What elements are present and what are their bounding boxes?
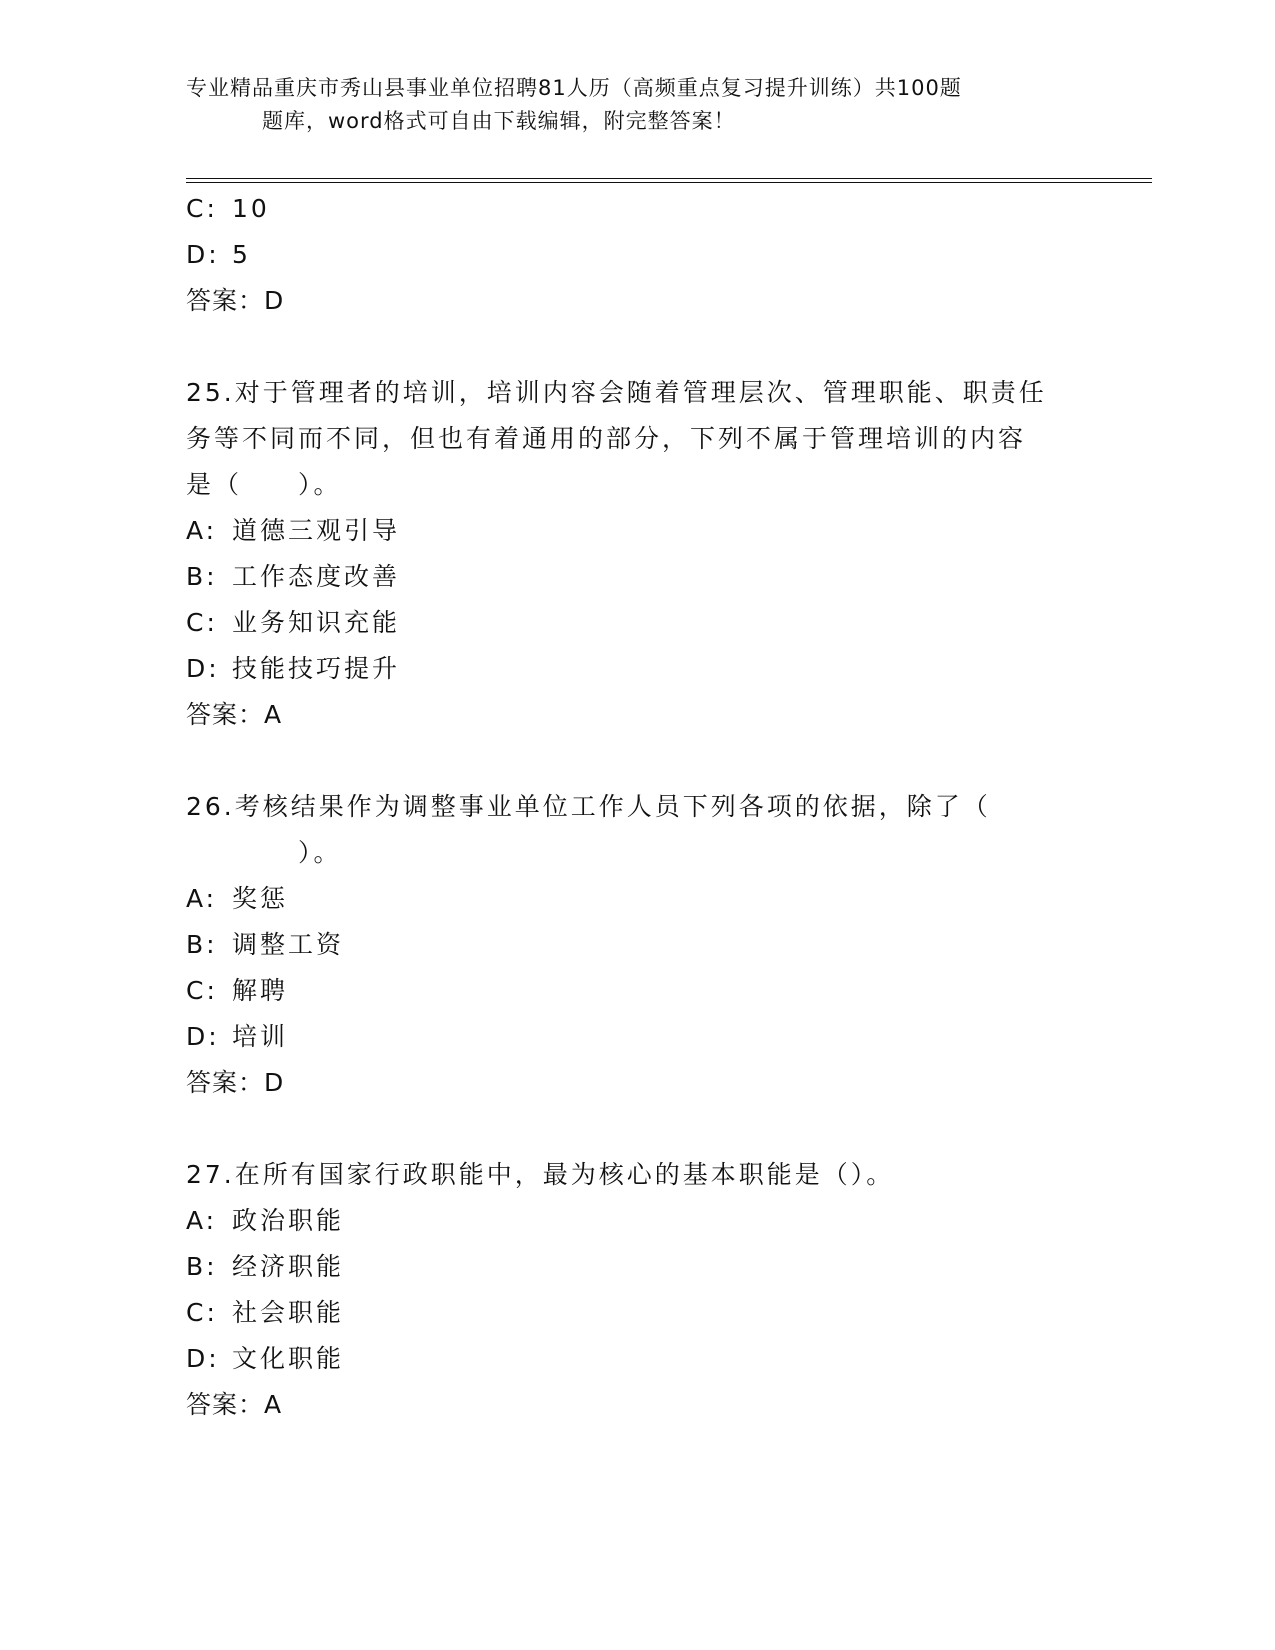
question-27: [186, 1152, 1086, 1428]
option-d: [186, 1336, 1086, 1382]
option-label: C:: [186, 608, 218, 637]
option-label: C:: [186, 976, 218, 1005]
option-text: 业务知识充能: [232, 608, 401, 637]
option-text: 政治职能: [232, 1206, 345, 1235]
option-d: [186, 1014, 1086, 1060]
option-text: 经济职能: [232, 1252, 345, 1281]
answer-line: 答案：A: [186, 700, 283, 729]
answer-line: 答案：D: [186, 286, 285, 315]
option-label: C:: [186, 1298, 218, 1327]
option-label: B:: [186, 1252, 218, 1281]
option-label: D:: [186, 1022, 220, 1051]
question-text-line: 务等不同而不同，但也有着通用的部分，下列不属于管理培训的内容: [186, 424, 1027, 453]
option-label: B:: [186, 930, 218, 959]
option-c: [186, 968, 1086, 1014]
option-text: 工作态度改善: [232, 562, 401, 591]
option-text: 社会职能: [232, 1298, 345, 1327]
question-text-line: 25.对于管理者的培训，培训内容会随着管理层次、管理职能、职责任: [186, 378, 1047, 407]
prev-question-tail: [186, 186, 1086, 324]
option-d: [186, 232, 1086, 278]
option-a: [186, 876, 1086, 922]
answer-line: 答案：D: [186, 1068, 285, 1097]
option-text: 解聘: [232, 976, 289, 1005]
option-b: [186, 1244, 1086, 1290]
question-text-line: ）。: [186, 838, 342, 867]
document-body: [186, 186, 1086, 1428]
option-text: 调整工资: [232, 930, 345, 959]
header-title-line2: 题库，word格式可自由下载编辑，附完整答案！: [262, 109, 736, 133]
option-label: D:: [186, 1344, 220, 1373]
option-label: A:: [186, 1206, 218, 1235]
option-a: [186, 508, 1086, 554]
question-25: [186, 370, 1086, 738]
option-text: 奖惩: [232, 884, 289, 913]
option-label: A:: [186, 884, 218, 913]
option-b: [186, 922, 1086, 968]
option-label: D:: [186, 654, 220, 683]
question-text-line: 26.考核结果作为调整事业单位工作人员下列各项的依据，除了（: [186, 792, 991, 821]
option-label: D:: [186, 240, 220, 269]
option-label: B:: [186, 562, 218, 591]
option-b: [186, 554, 1086, 600]
page-header: [186, 72, 1086, 138]
option-label: C:: [186, 194, 218, 223]
option-label: A:: [186, 516, 218, 545]
option-text: 10: [232, 194, 270, 223]
header-divider: [186, 178, 1152, 183]
option-text: 文化职能: [232, 1344, 345, 1373]
option-d: [186, 646, 1086, 692]
option-c: [186, 186, 1086, 232]
option-c: [186, 1290, 1086, 1336]
header-title-line1: 专业精品重庆市秀山县事业单位招聘81人历（高频重点复习提升训练）共100题: [186, 76, 962, 100]
option-a: [186, 1198, 1086, 1244]
option-text: 道德三观引导: [232, 516, 401, 545]
option-text: 培训: [232, 1022, 289, 1051]
option-c: [186, 600, 1086, 646]
answer-line: 答案：A: [186, 1390, 283, 1419]
question-text-line: 是（ ）。: [186, 470, 342, 499]
option-text: 技能技巧提升: [232, 654, 401, 683]
question-text-line: 27.在所有国家行政职能中，最为核心的基本职能是（）。: [186, 1160, 895, 1189]
question-26: [186, 784, 1086, 1106]
option-text: 5: [232, 240, 251, 269]
